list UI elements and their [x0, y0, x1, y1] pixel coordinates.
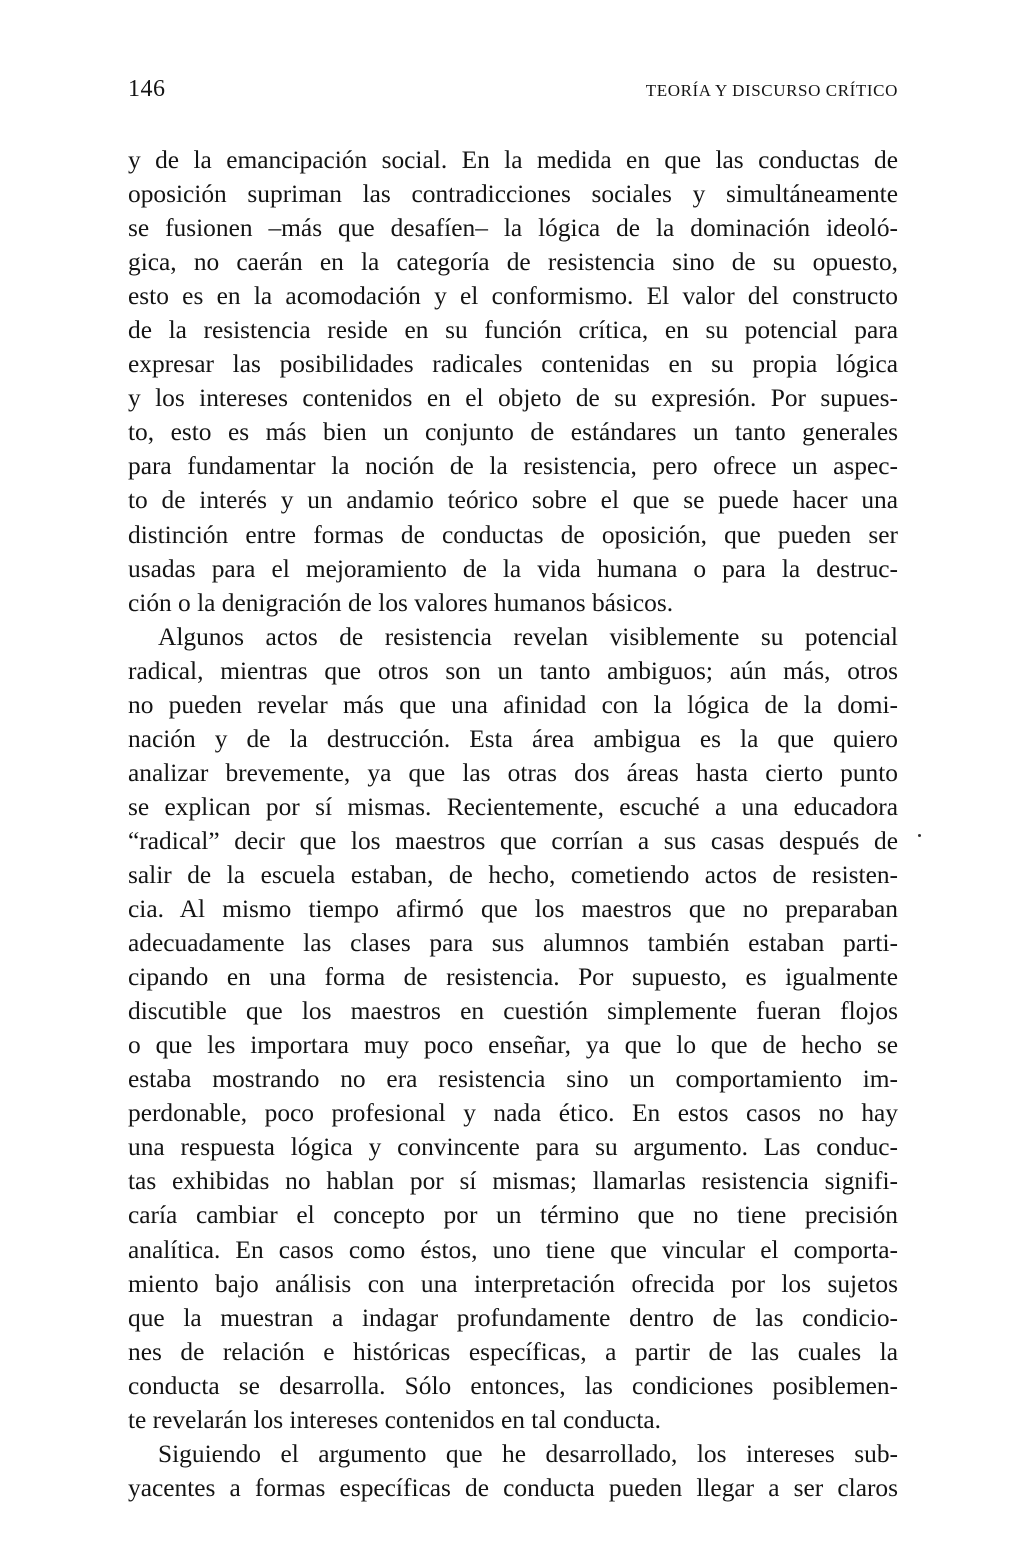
text-line: estaba mostrando no era resistencia sino un comportamiento im-	[128, 1065, 898, 1094]
text-line: o que les importara muy poco enseñar, ya que lo que de hecho se	[128, 1031, 898, 1060]
text-line: yacentes a formas específicas de conducta pueden llegar a ser claros	[128, 1473, 898, 1502]
text-line: ción o la denigración de los valores humanos básicos.	[128, 588, 674, 617]
text-line: te revelarán los intereses contenidos en tal conducta.	[128, 1405, 661, 1434]
text-line: “radical” decir que los maestros que corrían a sus casas después de	[128, 826, 898, 855]
text-line: y de la emancipación social. En la medida en que las conductas de	[128, 146, 898, 174]
text-line: esto es en la acomodación y el conformismo. El valor del constructo	[128, 282, 898, 311]
body-text	[128, 143, 898, 1505]
running-title: TEORÍA Y DISCURSO CRÍTICO	[645, 81, 898, 100]
text-line: oposición supriman las contradicciones sociales y simultáneamente	[128, 180, 898, 209]
text-line: se explican por sí mismas. Recientemente, escuché a una educadora	[128, 792, 898, 821]
text-line: Siguiendo el argumento que he desarrollado, los intereses sub-	[158, 1439, 898, 1468]
text-line: caría cambiar el concepto por un término que no tiene precisión	[128, 1201, 898, 1230]
text-line: tas exhibidas no hablan por sí mismas; llamarlas resistencia signifi-	[128, 1167, 898, 1196]
text-line: cipando en una forma de resistencia. Por supuesto, es igualmente	[128, 963, 898, 992]
text-line: to, esto es más bien un conjunto de estándares un tanto generales	[128, 418, 898, 447]
text-line: nación y de la destrucción. Esta área ambigua es la que quiero	[128, 724, 898, 753]
text-line: perdonable, poco profesional y nada ético. En estos casos no hay	[128, 1099, 898, 1128]
text-line: que la muestran a indagar profundamente dentro de las condicio-	[128, 1303, 898, 1332]
text-line: cia. Al mismo tiempo afirmó que los maestros que no preparaban	[128, 895, 898, 924]
text-line: de la resistencia reside en su función crítica, en su potencial para	[128, 316, 898, 345]
text-line: distinción entre formas de conductas de oposición, que pueden ser	[128, 520, 898, 549]
text-line: y los intereses contenidos en el objeto de su expresión. Por supues-	[128, 384, 898, 413]
text-line: conducta se desarrolla. Sólo entonces, las condiciones posiblemen-	[128, 1371, 898, 1400]
text-line: Algunos actos de resistencia revelan visiblemente su potencial	[158, 622, 898, 651]
text-line: adecuadamente las clases para sus alumnos también estaban parti-	[128, 929, 898, 958]
paragraph	[128, 1437, 898, 1505]
page-number: 146	[128, 76, 166, 102]
text-line: para fundamentar la noción de la resistencia, pero ofrece un aspec-	[128, 452, 898, 481]
running-header	[128, 76, 898, 112]
paragraph	[128, 620, 898, 1437]
text-line: nes de relación e históricas específicas, a partir de las cuales la	[128, 1337, 898, 1366]
text-line: miento bajo análisis con una interpretación ofrecida por los sujetos	[128, 1269, 898, 1298]
text-line: se fusionen –más que desafíen– la lógica de la dominación ideoló-	[128, 214, 898, 243]
text-line: no pueden revelar más que una afinidad con la lógica de la domi-	[128, 690, 898, 719]
text-line: expresar las posibilidades radicales contenidas en su propia lógica	[128, 350, 898, 379]
text-line: usadas para el mejoramiento de la vida humana o para la destruc-	[128, 554, 898, 583]
text-line: radical, mientras que otros son un tanto ambiguos; aún más, otros	[128, 656, 898, 685]
text-line: analizar brevemente, ya que las otras dos áreas hasta cierto punto	[128, 758, 898, 787]
text-line: analítica. En casos como éstos, uno tiene que vincular el comporta-	[128, 1235, 898, 1264]
text-line: to de interés y un andamio teórico sobre el que se puede hacer una	[128, 486, 898, 515]
text-line: discutible que los maestros en cuestión simplemente fueran flojos	[128, 997, 898, 1026]
text-line: gica, no caerán en la categoría de resistencia sino de su opuesto,	[128, 248, 898, 277]
margin-dot	[918, 834, 921, 837]
text-line: una respuesta lógica y convincente para su argumento. Las conduc-	[128, 1133, 898, 1162]
paragraph	[128, 143, 898, 620]
text-line: salir de la escuela estaban, de hecho, cometiendo actos de resisten-	[128, 860, 898, 889]
